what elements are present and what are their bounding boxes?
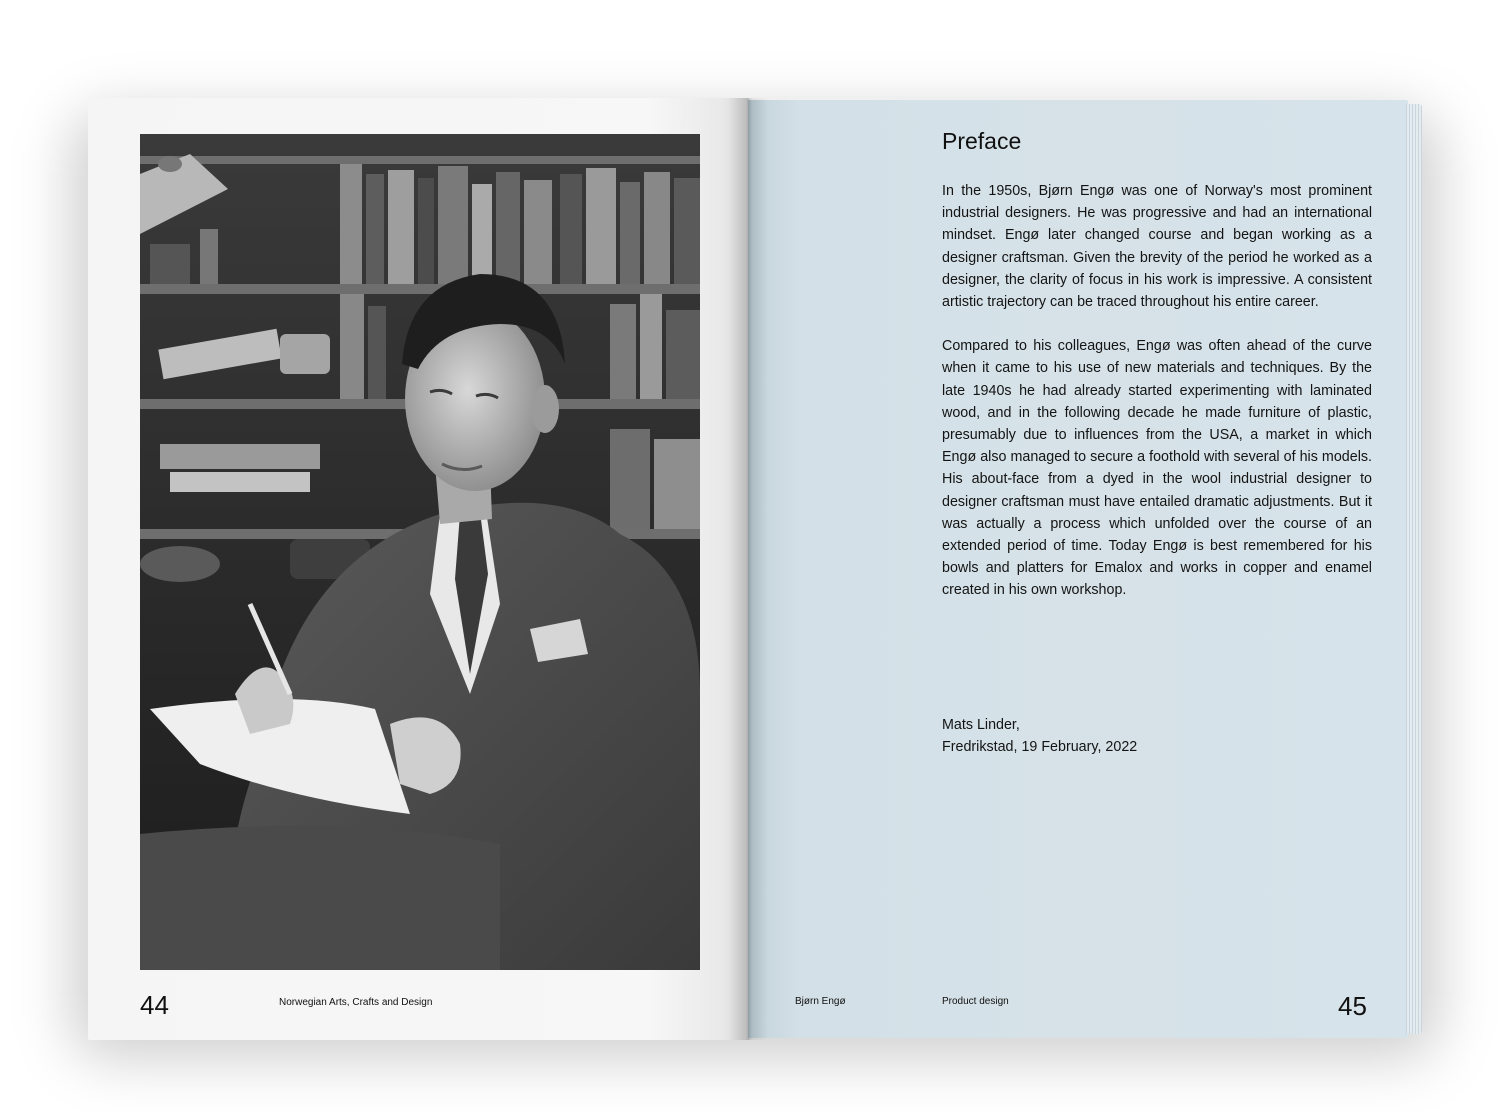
page-number-right: 45 [1338, 991, 1367, 1021]
preface-paragraph-2: Compared to his colleagues, Engø was often ahead of the curve when it came to his use of new materials and techniques. By the late 1940s he had already started experimenting with laminated wood, and in the following decade he made furniture of plastic, presumably due to influences from the USA, a market in which Engø also managed to secure a foothold with several of his models. His about-face from a dyed in the wool industrial designer to designer craftsman must have entailed dramatic adjustments. But it was actually a process which unfolded over the course of an extended period of time. Today Engø is best remembered for his bowls and platters for Emalox and works in copper and enamel created in his own workshop. [942, 338, 1372, 599]
portrait-photo [140, 134, 700, 970]
preface-title: Preface [942, 128, 1022, 154]
signature-place-date: Fredrikstad, 19 February, 2022 [942, 739, 1138, 755]
open-book [88, 98, 1424, 1040]
running-title-section: Product design [942, 996, 1009, 1007]
running-title-author: Bjørn Engø [795, 996, 846, 1007]
page-number-left: 44 [140, 990, 169, 1020]
preface-body [942, 180, 1372, 624]
right-page [748, 100, 1408, 1038]
running-title-left: Norwegian Arts, Crafts and Design [279, 997, 433, 1008]
page-edges [1406, 104, 1422, 1034]
signature-block [942, 714, 1137, 758]
signature-name: Mats Linder, [942, 717, 1020, 733]
preface-paragraph-1: In the 1950s, Bjørn Engø was one of Norway's most prominent industrial designers. He was progressive and had an international mindset. Engø later changed course and began working as a designer craftsman. Given the brevity of the period he worked as a designer, the clarity of focus in his work is impressive. A consistent artistic trajectory can be traced throughout his entire career. [942, 183, 1372, 311]
left-page [88, 98, 748, 1040]
portrait-photo-illustration [140, 134, 700, 970]
